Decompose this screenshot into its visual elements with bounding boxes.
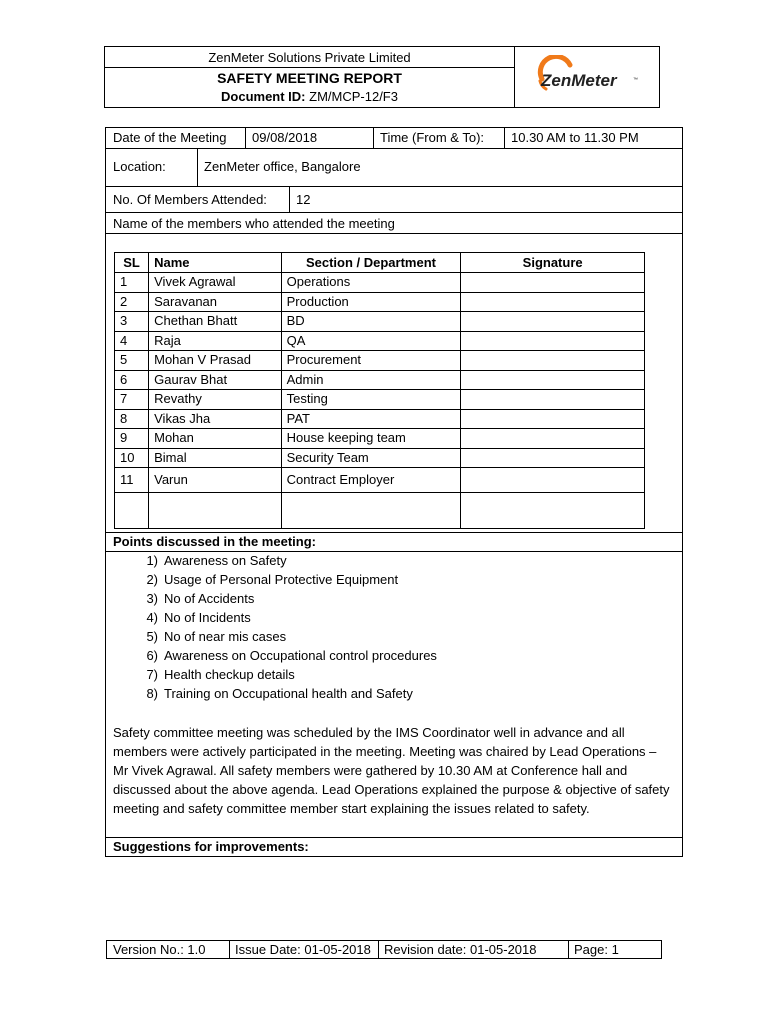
row-signature bbox=[461, 390, 645, 410]
row-signature bbox=[461, 312, 645, 332]
row-sl: 6 bbox=[115, 370, 149, 390]
members-attended-label: No. Of Members Attended: bbox=[113, 192, 267, 207]
logo-box bbox=[514, 46, 660, 108]
row-department: Operations bbox=[281, 273, 461, 293]
row-signature bbox=[461, 493, 645, 529]
item-number: 8) bbox=[146, 686, 158, 701]
document-footer bbox=[106, 940, 662, 959]
row-name: Chethan Bhatt bbox=[149, 312, 282, 332]
row-sl: 3 bbox=[115, 312, 149, 332]
item-text: Usage of Personal Protective Equipment bbox=[164, 572, 399, 587]
table-row bbox=[115, 292, 645, 312]
item-number: 7) bbox=[146, 667, 158, 682]
table-row bbox=[115, 331, 645, 351]
row-department: Contract Employer bbox=[281, 468, 461, 493]
list-item bbox=[127, 551, 437, 570]
table-row bbox=[115, 429, 645, 449]
header-signature: Signature bbox=[461, 253, 645, 273]
row-name: Vivek Agrawal bbox=[149, 273, 282, 293]
revision-date: Revision date: 01-05-2018 bbox=[384, 942, 537, 957]
row-name: Mohan V Prasad bbox=[149, 351, 282, 371]
zenmeter-logo bbox=[536, 55, 642, 95]
table-row bbox=[115, 370, 645, 390]
suggestions-heading: Suggestions for improvements: bbox=[113, 839, 309, 854]
row-signature bbox=[461, 331, 645, 351]
row-name: Bimal bbox=[149, 448, 282, 468]
members-table-header bbox=[115, 253, 645, 273]
row-department: Security Team bbox=[281, 448, 461, 468]
document-id-value: ZM/MCP-12/F3 bbox=[309, 89, 398, 104]
row-sl: 2 bbox=[115, 292, 149, 312]
row-signature bbox=[461, 292, 645, 312]
row-department: Testing bbox=[281, 390, 461, 410]
row-sl: 5 bbox=[115, 351, 149, 371]
item-text: Training on Occupational health and Safety bbox=[164, 686, 413, 701]
meeting-summary: Safety committee meeting was scheduled by the IMS Coordinator well in advance and all members were actively participated in the meeting. Meeting was chaired by Lead Operations – Mr Vivek Agrawal. All safety members were gathered by 10.30 AM at Conference hall and discussed about the above agenda. Lead Operations explained the purpose & objective of safety meeting and safety committee member start explaining the issues related to safety. bbox=[113, 725, 670, 816]
list-item bbox=[127, 646, 437, 665]
row-department: Admin bbox=[281, 370, 461, 390]
row-sl bbox=[115, 493, 149, 529]
item-number: 3) bbox=[146, 591, 158, 606]
header-department: Section / Department bbox=[281, 253, 461, 273]
item-number: 4) bbox=[146, 610, 158, 625]
row-name: Vikas Jha bbox=[149, 409, 282, 429]
item-text: No of near mis cases bbox=[164, 629, 287, 644]
row-signature bbox=[461, 468, 645, 493]
version-number: Version No.: 1.0 bbox=[113, 942, 206, 957]
list-item bbox=[127, 608, 437, 627]
points-list bbox=[127, 551, 437, 703]
item-number: 2) bbox=[146, 572, 158, 587]
item-number: 1) bbox=[146, 553, 158, 568]
members-names-heading: Name of the members who attended the meeting bbox=[113, 216, 395, 231]
logo-wordmark: ZenMeter bbox=[541, 71, 617, 90]
document-id-label: Document ID: bbox=[221, 89, 306, 104]
row-department: PAT bbox=[281, 409, 461, 429]
row-name: Gaurav Bhat bbox=[149, 370, 282, 390]
item-number: 5) bbox=[146, 629, 158, 644]
location-label: Location: bbox=[113, 159, 166, 174]
row-name bbox=[149, 493, 282, 529]
row-sl: 10 bbox=[115, 448, 149, 468]
item-text: Health checkup details bbox=[164, 667, 295, 682]
list-item bbox=[127, 627, 437, 646]
table-row bbox=[115, 448, 645, 468]
row-department bbox=[281, 493, 461, 529]
date-label: Date of the Meeting bbox=[113, 130, 227, 145]
row-department: House keeping team bbox=[281, 429, 461, 449]
page-number: Page: 1 bbox=[574, 942, 619, 957]
list-item bbox=[127, 684, 437, 703]
row-name: Saravanan bbox=[149, 292, 282, 312]
row-department: QA bbox=[281, 331, 461, 351]
table-row bbox=[115, 468, 645, 493]
item-text: Awareness on Safety bbox=[164, 553, 287, 568]
header-name: Name bbox=[149, 253, 282, 273]
date-value: 09/08/2018 bbox=[252, 130, 318, 145]
row-name: Raja bbox=[149, 331, 282, 351]
row-name: Varun bbox=[149, 468, 282, 493]
row-sl: 9 bbox=[115, 429, 149, 449]
row-sl: 11 bbox=[115, 468, 149, 493]
row-name: Revathy bbox=[149, 390, 282, 410]
time-label: Time (From & To): bbox=[380, 130, 485, 145]
row-signature bbox=[461, 429, 645, 449]
location-value: ZenMeter office, Bangalore bbox=[204, 159, 361, 174]
row-department: BD bbox=[281, 312, 461, 332]
list-item bbox=[127, 570, 437, 589]
item-text: No of Accidents bbox=[164, 591, 255, 606]
company-name: ZenMeter Solutions Private Limited bbox=[105, 47, 514, 68]
document-id bbox=[105, 88, 514, 107]
members-attended-value: 12 bbox=[296, 192, 311, 207]
meeting-form bbox=[105, 127, 683, 857]
row-sl: 4 bbox=[115, 331, 149, 351]
item-number: 6) bbox=[146, 648, 158, 663]
row-name: Mohan bbox=[149, 429, 282, 449]
list-item bbox=[127, 665, 437, 684]
table-row bbox=[115, 273, 645, 293]
table-row bbox=[115, 312, 645, 332]
time-value: 10.30 AM to 11.30 PM bbox=[511, 130, 639, 145]
row-signature bbox=[461, 370, 645, 390]
row-department: Procurement bbox=[281, 351, 461, 371]
table-row bbox=[115, 390, 645, 410]
row-sl: 1 bbox=[115, 273, 149, 293]
item-text: Awareness on Occupational control procedures bbox=[164, 648, 437, 663]
table-row bbox=[115, 351, 645, 371]
document-header bbox=[104, 46, 515, 108]
members-table bbox=[114, 252, 645, 529]
row-department: Production bbox=[281, 292, 461, 312]
logo-trademark: ™ bbox=[633, 77, 638, 83]
row-signature bbox=[461, 448, 645, 468]
row-signature bbox=[461, 273, 645, 293]
points-heading: Points discussed in the meeting: bbox=[113, 534, 316, 549]
list-item bbox=[127, 589, 437, 608]
report-title: SAFETY MEETING REPORT bbox=[217, 70, 402, 86]
header-sl: SL bbox=[115, 253, 149, 273]
row-signature bbox=[461, 409, 645, 429]
table-row bbox=[115, 493, 645, 529]
row-sl: 7 bbox=[115, 390, 149, 410]
item-text: No of Incidents bbox=[164, 610, 251, 625]
row-sl: 8 bbox=[115, 409, 149, 429]
issue-date: Issue Date: 01-05-2018 bbox=[235, 942, 371, 957]
row-signature bbox=[461, 351, 645, 371]
table-row bbox=[115, 409, 645, 429]
